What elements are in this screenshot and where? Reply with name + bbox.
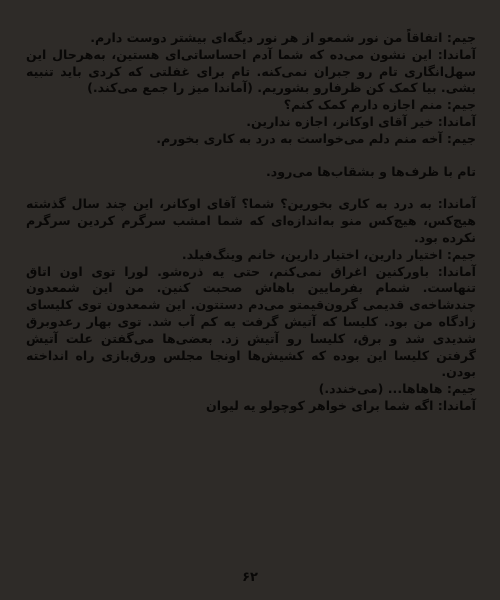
dialogue-line: آماندا: به درد به کاری بخورین؟ شما؟ آقای اوکانر، این چند سال گذشته هیچ‌کس، هیچ‌کس منو به‌اندازه‌ای که شما امشب سرگرم کردین سرگرم نکرده بود. [26,196,476,245]
dialogue-line: آماندا: این نشون می‌ده که شما آدم احساساتی‌ای هستین، به‌هرحال این سهل‌انگاری تام رو جبران نمی‌کنه. تام برای غفلتی که کردی باید تنبیه بشی. بیا کمک کن ظرفارو بشوریم. (آماندا میز را جمع می‌کند.) [26,46,476,96]
dialogue-line: جیم: آخه منم دلم می‌خواست به درد به کاری بخورم. [156,130,476,146]
paragraph-spacer [26,180,476,196]
dialogue-line: جیم: اختیار دارین، اختیار دارین، خانم وینگ‌فیلد. [181,246,476,262]
dialogue-line: جیم: هاهاها... (می‌خندد.) [318,381,476,397]
dialogue-line: آماندا: خیر آقای اوکانر، اجازه ندارین. [246,113,476,129]
dialogue-line: آماندا: باورکنین اغراق نمی‌کنم، حتی یه ذره‌شو. لورا توی اون اتاق تنهاست. شمام بفرمایین باهاش صحبت کنین. من این شمعدون چندشاخه‌ی قدیمی گرون‌قیمتو می‌دم دستتون. این شمعدون توی کلیسای زادگاه من بود. کلیسا که آتیش گرفت یه کم آب شد. توی بهار رعدوبرق شدیدی شد و برق، کلیسا رو آتیش زد. بعضی‌ها می‌گفتن علت آتیش گرفتن کلیسا این بوده که کشیش‌ها اونجا مجلس ورق‌بازی راه انداخته بودن. [26,263,476,380]
stage-direction: تام با ظرف‌ها و بشقاب‌ها می‌رود. [266,163,476,179]
dialogue-line: جیم: منم اجازه دارم کمک کنم؟ [283,97,476,113]
page-number: ۶۲ [242,570,258,585]
paragraph-spacer [26,148,476,164]
page-text-body [26,30,476,415]
dialogue-line: آماندا: اگه شما برای خواهر کوچولو یه لیوان [205,397,476,413]
dialogue-line: جیم: اتفاقاً من نور شمعو از هر نور دیگه‌ای بیشتر دوست دارم. [90,30,476,45]
